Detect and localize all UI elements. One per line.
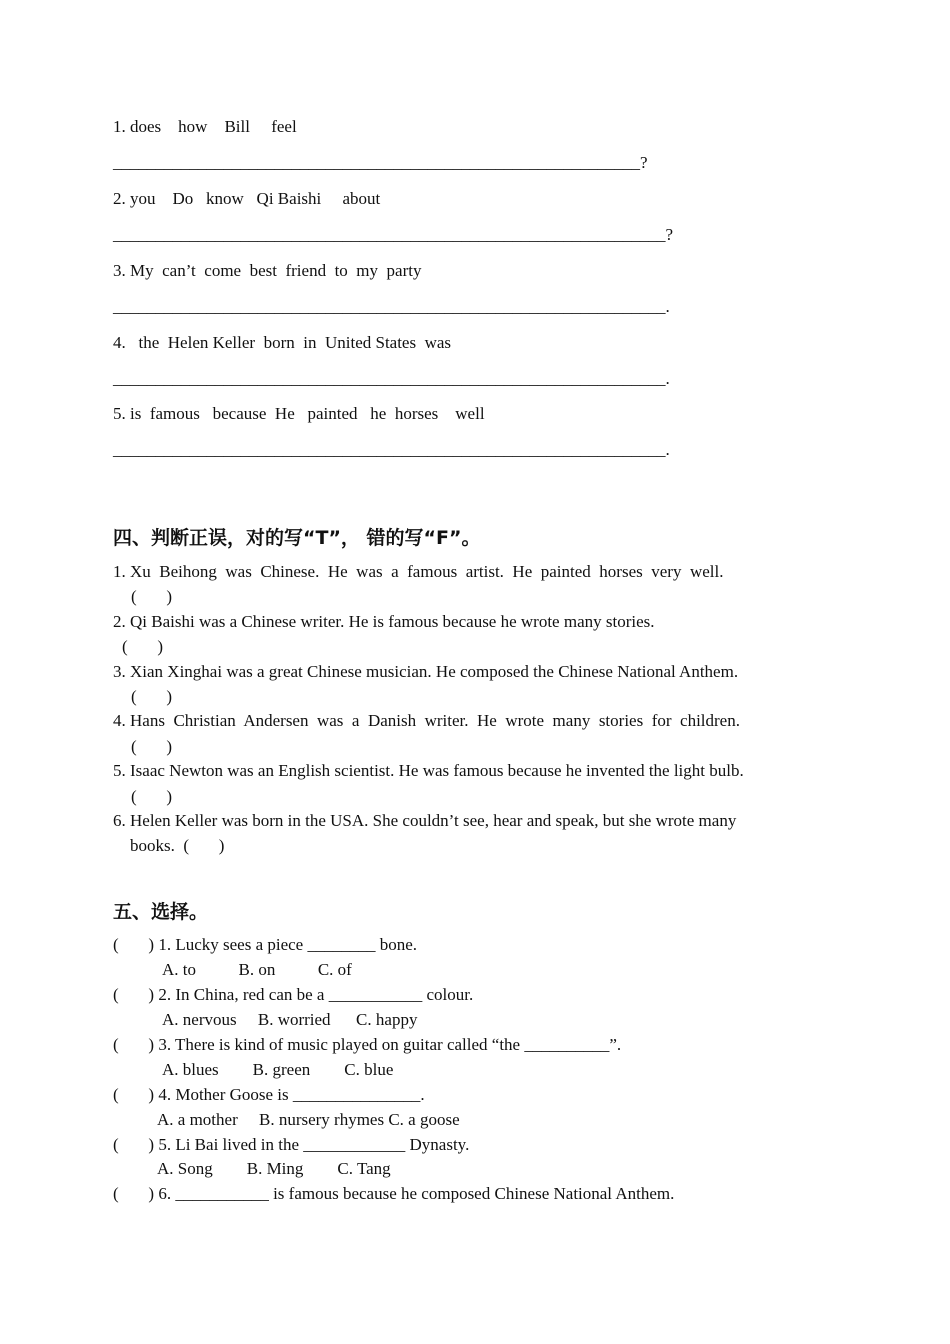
tf-bracket-3[interactable]: ( ) xyxy=(131,687,173,706)
answer-line-3[interactable]: _________________________________________________________________. xyxy=(113,297,670,316)
tf-statement-2: 2. Qi Baishi was a Chinese writer. He is famous because he wrote many stories. xyxy=(113,612,655,631)
mc-question-1[interactable]: ( ) 1. Lucky sees a piece ________ bone. xyxy=(113,935,418,954)
tf-statement-3: 3. Xian Xinghai was a great Chinese musician. He composed the Chinese National Anthem. xyxy=(113,662,739,681)
mc-options-3: A. blues B. green C. blue xyxy=(162,1060,394,1079)
mc-question-3[interactable]: ( ) 3. There is kind of music played on guitar called “the __________”. xyxy=(113,1035,622,1054)
section-5-title: 五、选择。 xyxy=(113,901,209,923)
tf-bracket-4[interactable]: ( ) xyxy=(131,737,173,756)
mc-question-4[interactable]: ( ) 4. Mother Goose is _______________. xyxy=(113,1085,425,1104)
word-prompt-3: 3. My can’t come best friend to my party xyxy=(113,261,422,280)
answer-line-4[interactable]: _________________________________________________________________. xyxy=(113,369,670,388)
mc-question-5[interactable]: ( ) 5. Li Bai lived in the ____________ Dynasty. xyxy=(113,1135,470,1154)
tf-bracket-5[interactable]: ( ) xyxy=(131,787,173,806)
mc-options-5: A. Song B. Ming C. Tang xyxy=(157,1159,391,1178)
word-prompt-4: 4. the Helen Keller born in United States was xyxy=(113,333,452,352)
tf-bracket-1[interactable]: ( ) xyxy=(131,587,173,606)
mc-options-1: A. to B. on C. of xyxy=(162,960,352,979)
tf-statement-6: 6. Helen Keller was born in the USA. She couldn’t see, hear and speak, but she wrote many xyxy=(113,811,737,830)
tf-statement-5: 5. Isaac Newton was an English scientist. He was famous because he invented the light bulb. xyxy=(113,761,744,780)
section-4-title: 四、判断正误，对的写“T”， 错的写“F”。 xyxy=(113,527,481,549)
mc-options-2: A. nervous B. worried C. happy xyxy=(162,1010,418,1029)
tf-bracket-6[interactable]: books. ( ) xyxy=(130,836,225,855)
answer-line-5[interactable]: _________________________________________________________________. xyxy=(113,440,670,459)
mc-question-2[interactable]: ( ) 2. In China, red can be a ___________ colour. xyxy=(113,985,474,1004)
mc-options-4: A. a mother B. nursery rhymes C. a goose xyxy=(157,1110,460,1129)
word-prompt-2: 2. you Do know Qi Baishi about xyxy=(113,189,381,208)
tf-statement-1: 1. Xu Beihong was Chinese. He was a famous artist. He painted horses very well. xyxy=(113,562,724,581)
mc-question-6[interactable]: ( ) 6. ___________ is famous because he composed Chinese National Anthem. xyxy=(113,1184,675,1203)
tf-statement-4: 4. Hans Christian Andersen was a Danish writer. He wrote many stories for children. xyxy=(113,711,740,730)
answer-line-2[interactable]: _________________________________________________________________? xyxy=(113,225,674,244)
answer-line-1[interactable]: ______________________________________________________________? xyxy=(113,153,648,172)
word-prompt-5: 5. is famous because He painted he horses well xyxy=(113,404,485,423)
word-prompt-1: 1. does how Bill feel xyxy=(113,117,297,136)
tf-bracket-2[interactable]: ( ) xyxy=(122,637,164,656)
